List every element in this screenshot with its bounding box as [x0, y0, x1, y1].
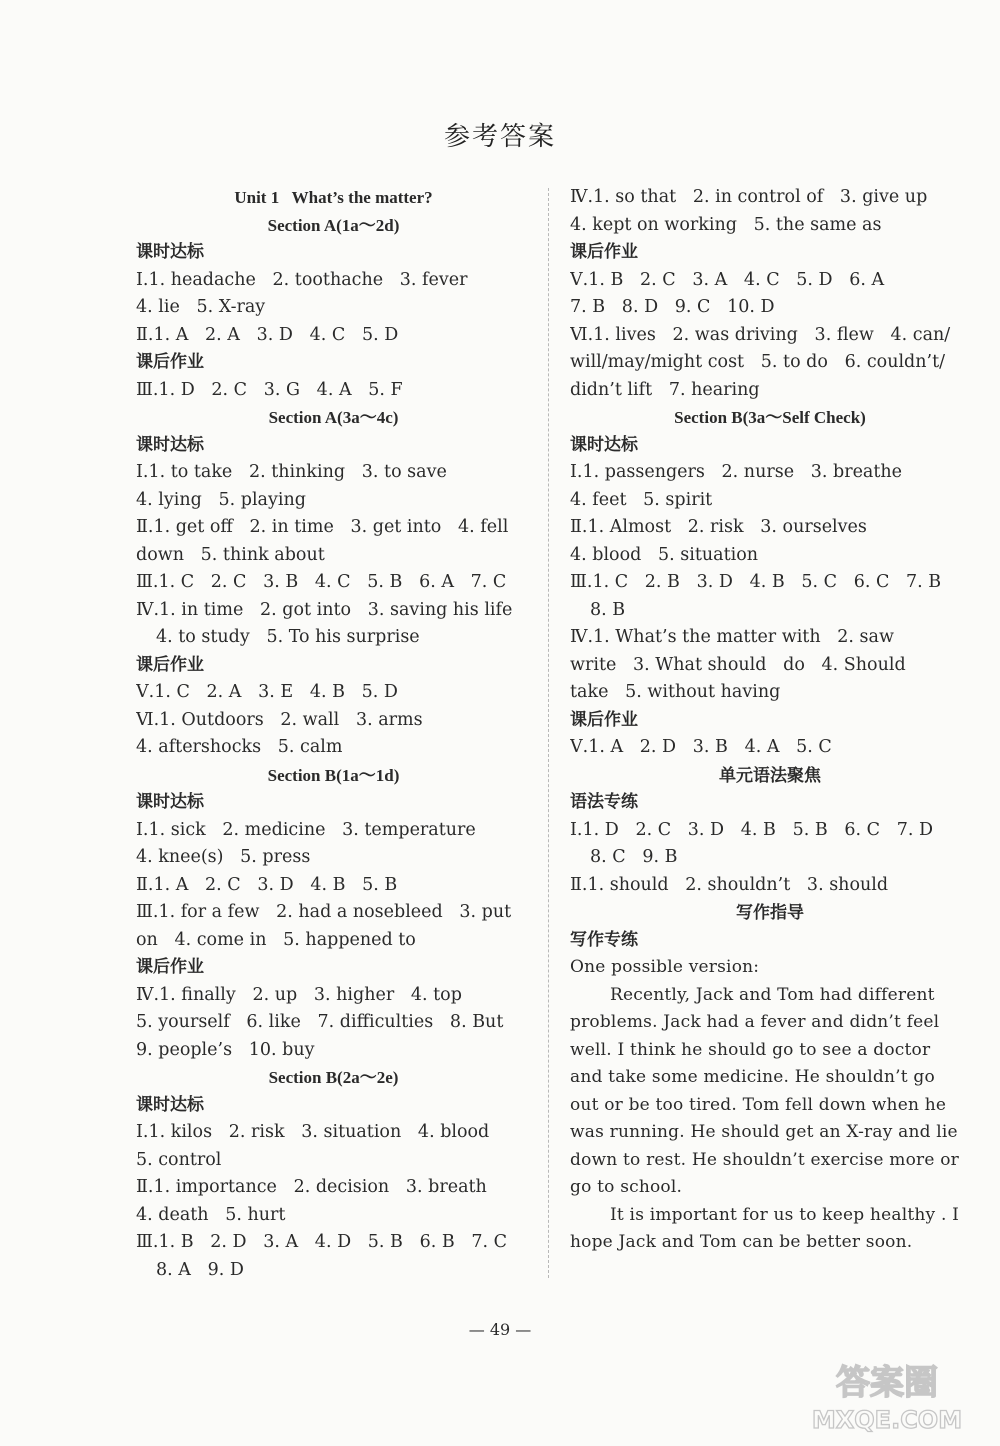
- answer-line: 4. lying 5. playing: [136, 489, 306, 510]
- answer-line: Ⅲ.1. for a few 2. had a nosebleed 3. put: [136, 902, 512, 922]
- essay-line: was running. He should get an X-ray and lie: [570, 1122, 958, 1142]
- section-heading: 课后作业: [570, 242, 638, 262]
- answer-line: Ⅰ.1. passengers 2. nurse 3. breathe: [570, 462, 903, 482]
- answer-line: 9. people’s 10. buy: [136, 1039, 315, 1060]
- essay-line: problems. Jack had a fever and didn’t feel: [570, 1012, 940, 1032]
- answer-line: on 4. come in 5. happened to: [136, 929, 416, 950]
- answer-line: 4. to study 5. To his surprise: [156, 627, 420, 647]
- section-heading: 课后作业: [570, 709, 638, 730]
- answer-line: Ⅵ.1. lives 2. was driving 3. flew 4. can/: [570, 324, 951, 345]
- essay-line: well. I think he should go to see a doctor: [570, 1039, 931, 1060]
- answer-line: 4. aftershocks 5. calm: [136, 737, 343, 757]
- answer-line: 7. B 8. D 9. C 10. D: [570, 297, 775, 317]
- essay-line: One possible version:: [570, 957, 760, 977]
- section-heading: 课后作业: [136, 957, 204, 977]
- answer-line: take 5. without having: [570, 682, 781, 702]
- answer-line: Ⅳ.1. finally 2. up 3. higher 4. top: [136, 984, 462, 1005]
- answer-line: Ⅱ.1. Almost 2. risk 3. ourselves: [570, 517, 867, 537]
- section-heading: 课时达标: [570, 434, 638, 455]
- essay-line: out or be too tired. Tom fell down when he: [570, 1094, 947, 1115]
- section-title: Unit 1 What’s the matter?: [234, 188, 433, 207]
- watermark-url: MXQE.COM: [811, 1406, 963, 1434]
- answer-line: Ⅳ.1. in time 2. got into 3. saving his life: [136, 599, 513, 620]
- answer-line: Ⅱ.1. A 2. A 3. D 4. C 5. D: [136, 324, 399, 345]
- answer-line: 8. C 9. B: [590, 847, 678, 867]
- answer-line: Ⅰ.1. to take 2. thinking 3. to save: [136, 462, 447, 482]
- answer-line: Ⅴ.1. A 2. D 3. B 4. A 5. C: [570, 737, 832, 757]
- answer-line: 4. knee(s) 5. press: [136, 847, 311, 867]
- essay-line: It is important for us to keep healthy . I: [610, 1204, 960, 1225]
- answer-column-left: [136, 184, 531, 1284]
- answer-line: Ⅴ.1. B 2. C 3. A 4. C 5. D 6. A: [570, 269, 885, 290]
- answer-line: 4. lie 5. X-ray: [136, 297, 266, 317]
- section-heading: 课时达标: [136, 1094, 204, 1115]
- answer-line: Ⅱ.1. importance 2. decision 3. breath: [136, 1177, 487, 1197]
- answer-line: Ⅳ.1. What’s the matter with 2. saw: [570, 627, 894, 647]
- answer-line: Ⅱ.1. should 2. shouldn’t 3. should: [570, 874, 889, 895]
- answer-line: 4. kept on working 5. the same as: [570, 214, 882, 235]
- answer-line: Ⅰ.1. sick 2. medicine 3. temperature: [136, 819, 476, 840]
- answer-line: Ⅱ.1. get off 2. in time 3. get into 4. fell: [136, 517, 509, 537]
- essay-line: go to school.: [570, 1177, 683, 1197]
- watermark-logo-text: 答案圈: [836, 1363, 938, 1403]
- answer-line: Ⅱ.1. A 2. C 3. D 4. B 5. B: [136, 874, 398, 895]
- section-heading: 课后作业: [136, 352, 204, 372]
- essay-line: and take some medicine. He shouldn’t go: [570, 1067, 935, 1087]
- answer-line: will/may/might cost 5. to do 6. couldn’t/: [570, 352, 946, 372]
- answer-line: Ⅰ.1. kilos 2. risk 3. situation 4. blood: [136, 1122, 490, 1142]
- watermark-logo: [802, 1356, 972, 1436]
- essay-line: down to rest. He shouldn’t exercise more or: [570, 1149, 959, 1170]
- section-heading: 课时达标: [136, 434, 204, 455]
- answer-line: 5. yourself 6. like 7. difficulties 8. But: [136, 1012, 504, 1032]
- answer-line: 4. blood 5. situation: [570, 544, 759, 565]
- answer-line: write 3. What should do 4. Should: [570, 654, 906, 675]
- answer-line: 5. control: [136, 1149, 222, 1170]
- essay-line: Recently, Jack and Tom had different: [610, 984, 935, 1005]
- answer-line: Ⅳ.1. so that 2. in control of 3. give up: [570, 187, 928, 207]
- page-number: — 49 —: [468, 1320, 532, 1339]
- answer-line: Ⅵ.1. Outdoors 2. wall 3. arms: [136, 709, 423, 730]
- section-heading: 课时达标: [136, 242, 204, 262]
- section-heading: 课时达标: [136, 792, 204, 812]
- section-heading: 语法专练: [570, 792, 638, 812]
- section-heading: 写作专练: [570, 929, 638, 950]
- answer-line: didn’t lift 7. hearing: [570, 379, 760, 400]
- answer-line: 8. A 9. D: [156, 1259, 244, 1280]
- section-title: 写作指导: [736, 903, 804, 922]
- answer-line: 4. death 5. hurt: [136, 1204, 286, 1225]
- section-title: Section B(3a～Self Check): [674, 408, 866, 427]
- answer-line: Ⅰ.1. headache 2. toothache 3. fever: [136, 269, 468, 290]
- essay-line: hope Jack and Tom can be better soon.: [570, 1232, 913, 1252]
- column-divider: [548, 188, 549, 1278]
- answer-line: Ⅲ.1. C 2. C 3. B 4. C 5. B 6. A 7. C: [136, 572, 507, 592]
- page-title: 参考答案: [443, 122, 556, 152]
- section-title: 单元语法聚焦: [719, 765, 821, 785]
- answer-line: Ⅲ.1. C 2. B 3. D 4. B 5. C 6. C 7. B: [570, 572, 942, 592]
- section-title: Section A(3a～4c): [268, 408, 399, 427]
- answer-line: 4. feet 5. spirit: [570, 489, 713, 510]
- answer-line: Ⅴ.1. C 2. A 3. E 4. B 5. D: [136, 682, 398, 702]
- section-title: Section A(1a～2d): [267, 215, 400, 235]
- answer-line: 8. B: [590, 599, 626, 620]
- section-title: Section B(1a～1d): [267, 765, 400, 785]
- section-title: Section B(2a～2e): [268, 1068, 399, 1087]
- answer-line: down 5. think about: [136, 544, 325, 565]
- answer-line: Ⅰ.1. D 2. C 3. D 4. B 5. B 6. C 7. D: [570, 819, 934, 840]
- answer-line: Ⅲ.1. D 2. C 3. G 4. A 5. F: [136, 379, 403, 400]
- section-heading: 课后作业: [136, 654, 204, 675]
- answer-column-right: [570, 184, 970, 1257]
- answer-line: Ⅲ.1. B 2. D 3. A 4. D 5. B 6. B 7. C: [136, 1232, 508, 1252]
